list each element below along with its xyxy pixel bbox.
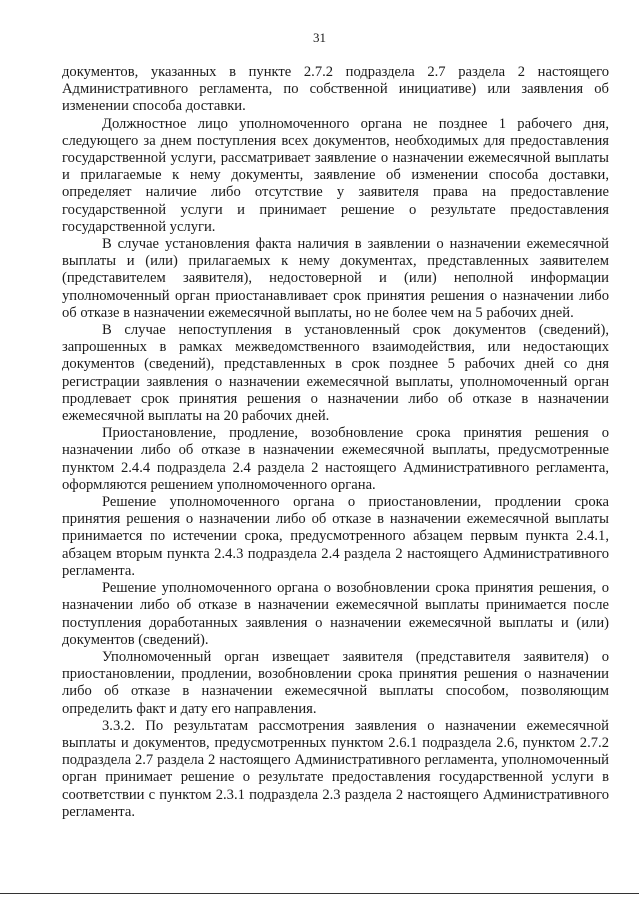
paragraph-3: В случае установления факта наличия в заявлении о назначении ежемесячной выплаты и (или) прилагаемых к нему документах, представленных заявителем (представителем заявителя), недостоверной и (или) неполной информации уполномоченный орган приостанавливает срок принятия решения о назначении либо об отказе в назначении ежемесячной выплаты, но не более чем на 5 рабочих дней. (62, 236, 609, 321)
paragraph-8: Уполномоченный орган извещает заявителя (представителя заявителя) о приостановлении, продлении, возобновлении срока принятия решения о назначении либо об отказе в назначении ежемесячной выплаты способом, позволяющим определить факт и дату его направления. (62, 648, 609, 717)
paragraph-6: Решение уполномоченного органа о приостановлении, продлении срока принятия решения о назначении либо об отказе в назначении ежемесячной выплаты принимается по истечении срока, предусмотренного абзацем первым пункта 2.4.1, абзацем вторым пункта 2.4.3 подраздела 2.4 раздела 2 настоящего Административного регламента. (62, 494, 609, 579)
bottom-divider (0, 893, 639, 894)
paragraph-9: 3.3.2. По результатам рассмотрения заявления о назначении ежемесячной выплаты и документов, предусмотренных пунктом 2.6.1 подраздела 2.6, пунктом 2.7.2 подраздела 2.7 раздела 2 настоящего Административного регламента, уполномоченный орган принимает решение о результате предоставления государственной услуги в соответствии с пунктом 2.3.1 подраздела 2.3 раздела 2 настоящего Административного регламента. (62, 717, 609, 820)
paragraph-7: Решение уполномоченного органа о возобновлении срока принятия решения, о назначении либо об отказе в назначении ежемесячной выплаты принимается после поступления доработанных заявления о назначении ежемесячной выплаты и (или) документов (сведений). (62, 580, 609, 648)
paragraph-2: Должностное лицо уполномоченного органа не позднее 1 рабочего дня, следующего за днем поступления всех документов, необходимых для предоставления государственной услуги, рассматривает заявление о назначении ежемесячной выплаты и прилагаемые к нему документы, заявление об изменении способа доставки, определяет наличие либо отсутствие у заявителя права на предоставление государственной услуги и принимает решение о результате предоставления государственной услуги. (62, 115, 609, 235)
document-body (62, 64, 609, 821)
paragraph-4: В случае непоступления в установленный срок документов (сведений), запрошенных в рамках межведомственного взаимодействия, или недостающих документов (сведений), представленных в срок позднее 5 рабочих дней со дня регистрации заявления о назначении ежемесячной выплаты, уполномоченный орган продлевает срок принятия решения о назначении либо об отказе в назначении ежемесячной выплаты на 20 рабочих дней. (62, 322, 609, 425)
paragraph-5: Приостановление, продление, возобновление срока принятия решения о назначении либо об отказе в назначении ежемесячной выплаты, предусмотренные пунктом 2.4.4 подраздела 2.4 раздела 2 настоящего Административного регламента, оформляются решением уполномоченного органа. (62, 425, 609, 493)
page-number: 31 (313, 30, 326, 45)
paragraph-1: документов, указанных в пункте 2.7.2 подраздела 2.7 раздела 2 настоящего Административного регламента, по собственной инициативе) или заявления об изменении способа доставки. (62, 64, 609, 115)
